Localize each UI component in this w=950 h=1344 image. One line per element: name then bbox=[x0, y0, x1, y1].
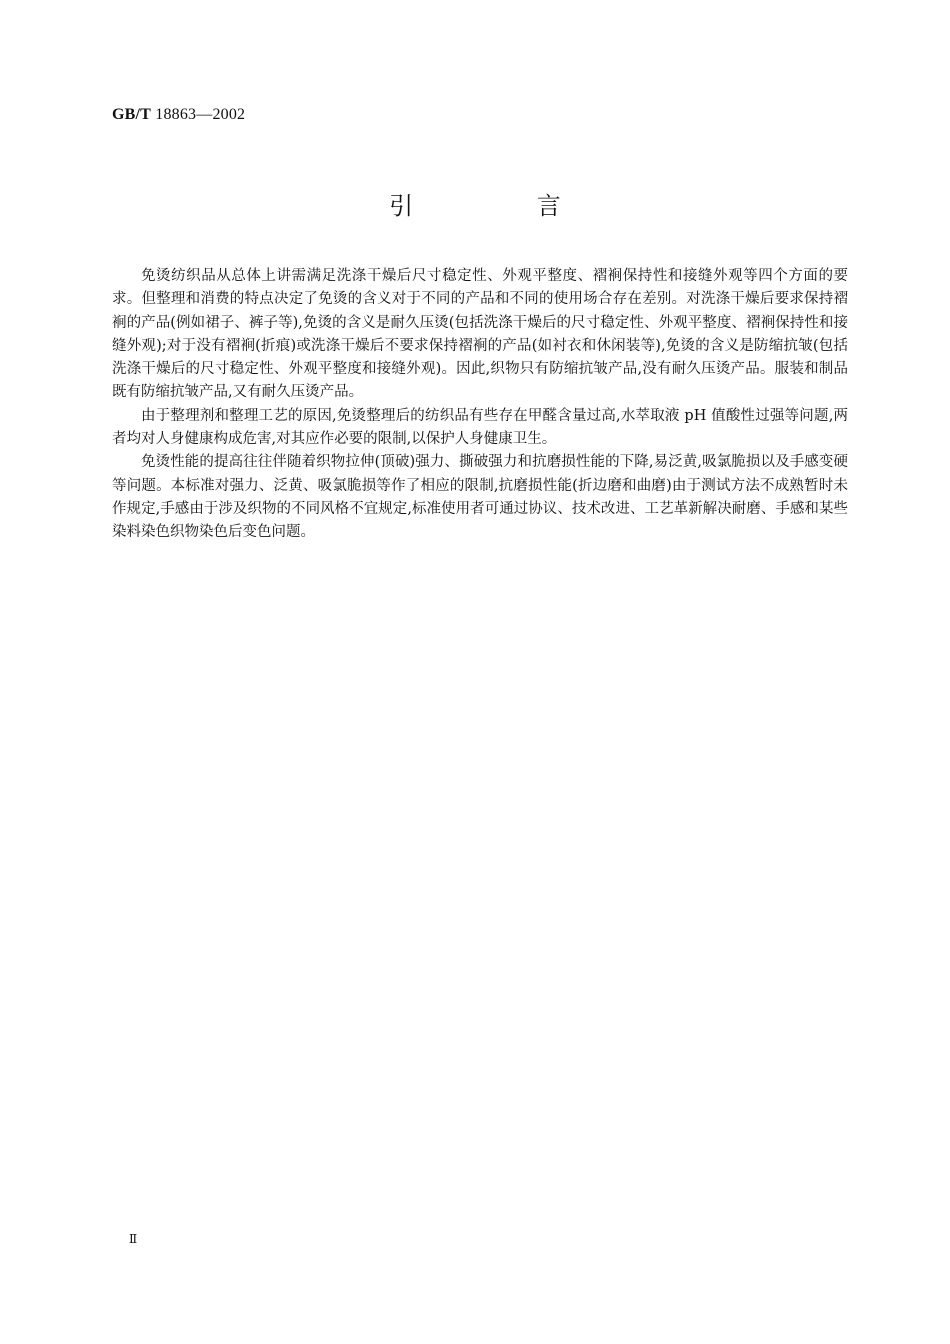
introduction-body bbox=[112, 265, 848, 545]
standard-code bbox=[112, 106, 245, 124]
standard-prefix: GB/T bbox=[112, 106, 152, 123]
paragraph-3: 免烫性能的提高往往伴随着织物拉伸(顶破)强力、撕破强力和抗磨损性能的下降,易泛黄,吸氯脆损以及手感变硬等问题。本标准对强力、泛黄、吸氯脆损等作了相应的限制,抗磨损性能(折边磨和曲磨)由于测试方法不成熟暂时未作规定,手感由于涉及织物的不同风格不宜规定,标准使用者可通过协议、技术改进、工艺革新解决耐磨、手感和某些染料染色织物染色后变色问题。 bbox=[112, 454, 848, 541]
paragraph-2: 由于整理剂和整理工艺的原因,免烫整理后的纺织品有些存在甲醛含量过高,水萃取液 pH 值酸性过强等问题,两者均对人身健康构成危害,对其应作必要的限制,以保护人身健康卫生。 bbox=[112, 407, 848, 448]
paragraph-1: 免烫纺织品从总体上讲需满足洗涤干燥后尺寸稳定性、外观平整度、褶裥保持性和接缝外观等四个方面的要求。但整理和消费的特点决定了免烫的含义对于不同的产品和不同的使用场合存在差别。对洗涤干燥后要求保持褶裥的产品(例如裙子、裤子等),免烫的含义是耐久压烫(包括洗涤干燥后的尺寸稳定性、外观平整度、褶裥保持性和接缝外观);对于没有褶裥(折痕)或洗涤干燥后不要求保持褶裥的产品(如衬衣和休闲装等),免烫的含义是防缩抗皱(包括洗涤干燥后的尺寸稳定性、外观平整度和接缝外观)。因此,织物只有防缩抗皱产品,没有耐久压烫产品。服装和制品既有防缩抗皱产品,又有耐久压烫产品。 bbox=[112, 268, 848, 401]
standard-number: 18863—2002 bbox=[155, 106, 246, 123]
page-title: 引 言 bbox=[389, 192, 619, 220]
page-number: Ⅱ bbox=[129, 1232, 138, 1246]
